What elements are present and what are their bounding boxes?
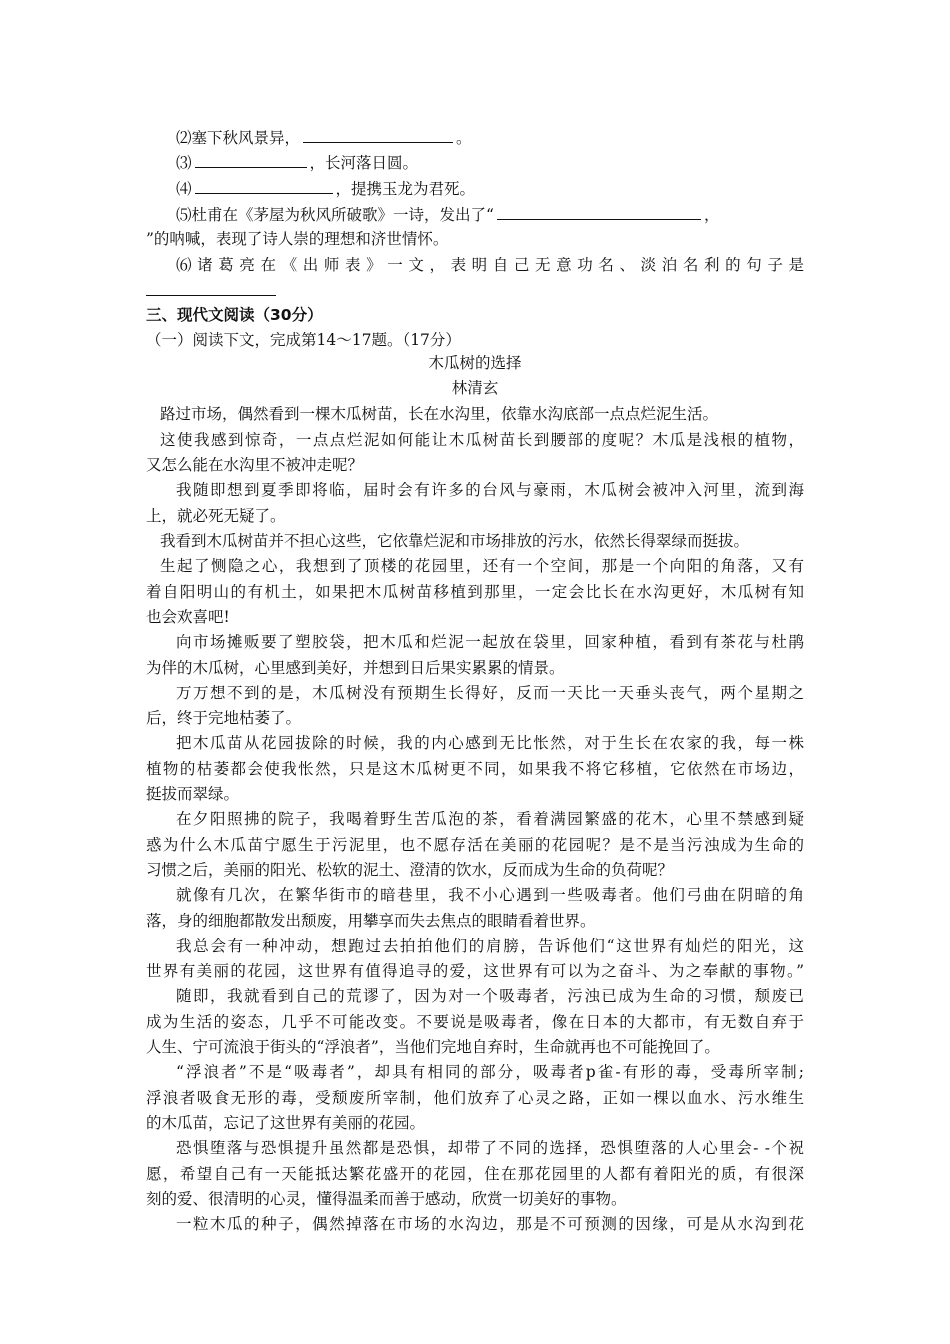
question-4 — [176, 178, 475, 199]
question-4-number: ⑷ — [176, 180, 192, 198]
question-3 — [176, 152, 418, 173]
article-line: 成为生活的姿态，几乎不可能改变。不要说是吸毒者，像在日本的大都市，有无数自弃于 — [146, 1013, 804, 1031]
article-line: 惑为什么木瓜苗宁愿生于污泥里，也不愿存活在美丽的花园呢？是不是当污浊成为生命的 — [146, 836, 804, 854]
question-5-end: ， — [703, 206, 720, 224]
article-line: 在夕阳照拂的院子，我喝着野生苦瓜泡的茶，看着满园繁盛的花木，心里不禁感到疑 — [176, 810, 804, 828]
question-5 — [176, 204, 719, 225]
article-line: 上，就必死无疑了。 — [146, 507, 286, 525]
question-4-text: ，提携玉龙为君死。 — [335, 180, 476, 198]
article-line: 也会欢喜吧! — [146, 608, 230, 626]
article-line: 人生、宁可流浪于街头的“浮浪者”，当他们完地自弃时，生命就再也不可能挽回了。 — [146, 1038, 720, 1056]
article-line: 植物的枯萎都会使我怅然，只是这木瓜树更不同，如果我不将它移植，它依然在市场边， — [146, 760, 804, 778]
article-line: 愿，希望自己有一天能抵达繁花盛开的花园，住在那花园里的人都有着阳光的质，有很深 — [146, 1165, 804, 1183]
article-line: 生起了恻隐之心，我想到了顶楼的花园里，还有一个空间，那是一个向阳的角落，又有 — [160, 557, 804, 575]
article-line: 一粒木瓜的种子，偶然掉落在市场的水沟边，那是不可预测的因缘，可是从水沟到花 — [176, 1215, 804, 1233]
question-2-text: ⑵塞下秋风景异， — [176, 129, 301, 147]
question-3-number: ⑶ — [176, 154, 192, 172]
answer-blank[interactable] — [146, 280, 276, 296]
article-line: 落，身的细胞都散发出颓废，用攀享而失去焦点的眼睛看着世界。 — [146, 912, 596, 930]
article-title: 木瓜树的选择 — [428, 354, 522, 372]
article-line: 把木瓜苗从花园拔除的时候，我的内心感到无比怅然，对于生长在农家的我，每一株 — [176, 734, 804, 752]
article-line: 的木瓜苗，忘记了这世界有美丽的花园。 — [146, 1114, 426, 1132]
article-line: 向市场摊贩要了塑胶袋，把木瓜和烂泥一起放在袋里，回家种植，看到有茶花与杜鹃 — [176, 633, 804, 651]
article-line: 后，终于完地枯萎了。 — [146, 709, 302, 727]
answer-blank[interactable] — [303, 127, 453, 143]
article-line: 就像有几次，在繁华街市的暗巷里，我不小心遇到一些吸毒者。他们弓曲在阴暗的角 — [176, 886, 804, 904]
article-line: 世界有美丽的花园，这世界有值得追寻的爱，这世界有可以为之奋斗、为之奉献的事物。” — [146, 962, 804, 980]
article-line: 浮浪者吸食无形的毒，受颓废所宰制，他们放弃了心灵之路，正如一棵以血水、污水维生 — [146, 1089, 804, 1107]
article-line: 着自阳明山的有机土，如果把木瓜树苗移植到那里，一定会比长在水沟更好，木瓜树有知 — [146, 583, 804, 601]
article-line: 这使我感到惊奇，一点点烂泥如何能让木瓜树苗长到腰部的度呢？木瓜是浅根的植物， — [160, 431, 804, 449]
answer-blank[interactable] — [497, 204, 701, 220]
article-line: 挺拔而翠绿。 — [146, 785, 240, 803]
question-5-continued: ”的呐喊，表现了诗人崇的理想和济世情怀。 — [146, 230, 449, 248]
section-title: 三、现代文阅读（30分） — [146, 306, 323, 324]
question-6-blank-line — [146, 280, 279, 301]
question-2 — [176, 127, 472, 148]
article-line: 随即，我就看到自己的荒谬了，因为对一个吸毒者，污浊已成为生命的习惯，颓废已 — [176, 987, 804, 1005]
article-line: 恐惧堕落与恐惧提升虽然都是恐惧，却带了不同的选择，恐惧堕落的人心里会- -个祝 — [176, 1139, 804, 1157]
question-5-text: ⑸杜甫在《茅屋为秋风所破歌》一诗，发出了“ — [176, 206, 494, 224]
article-line: 我随即想到夏季即将临，届时会有许多的台风与豪雨，木瓜树会被冲入河里，流到海 — [176, 481, 804, 499]
question-3-text: ，长河落日圆。 — [309, 154, 419, 172]
article-line: 我看到木瓜树苗并不担心这些，它依靠烂泥和市场排放的污水，依然长得翠绿而挺拔。 — [160, 532, 750, 550]
question-6: ⑹诸葛亮在《出师表》一文，表明自己无意功名、淡泊名利的句子是 — [176, 256, 804, 274]
article-line: 为伴的木瓜树，心里感到美好，并想到日后果实累累的情景。 — [146, 659, 565, 677]
article-line: 我总会有一种冲动，想跑过去拍拍他们的肩膀，告诉他们“这世界有灿烂的阳光，这 — [176, 937, 804, 955]
article-line: “浮浪者”不是“吸毒者”，却具有相同的部分，吸毒者p雀-有形的毒，受毒所宰制; — [176, 1063, 804, 1081]
article-line: 刻的爱、很清明的心灵，懂得温柔而善于感动，欣赏一切美好的事物。 — [146, 1190, 627, 1208]
question-2-end: 。 — [456, 129, 472, 147]
article-line: 路过市场，偶然看到一棵木瓜树苗，长在水沟里，依靠水沟底部一点点烂泥生活。 — [160, 405, 719, 423]
answer-blank[interactable] — [195, 178, 333, 194]
article-author: 林清玄 — [451, 379, 499, 397]
article-line: 习惯之后，美丽的阳光、松软的泥土、澄清的饮水，反而成为生命的负荷呢？ — [146, 861, 674, 879]
answer-blank[interactable] — [195, 152, 307, 168]
section-subtitle: （一）阅读下文，完成第14～17题。（17分） — [146, 331, 461, 349]
article-line: 又怎么能在水沟里不被冲走呢？ — [146, 456, 364, 474]
article-line: 万万想不到的是，木瓜树没有预期生长得好，反而一天比一天垂头丧气，两个星期之 — [176, 684, 804, 702]
